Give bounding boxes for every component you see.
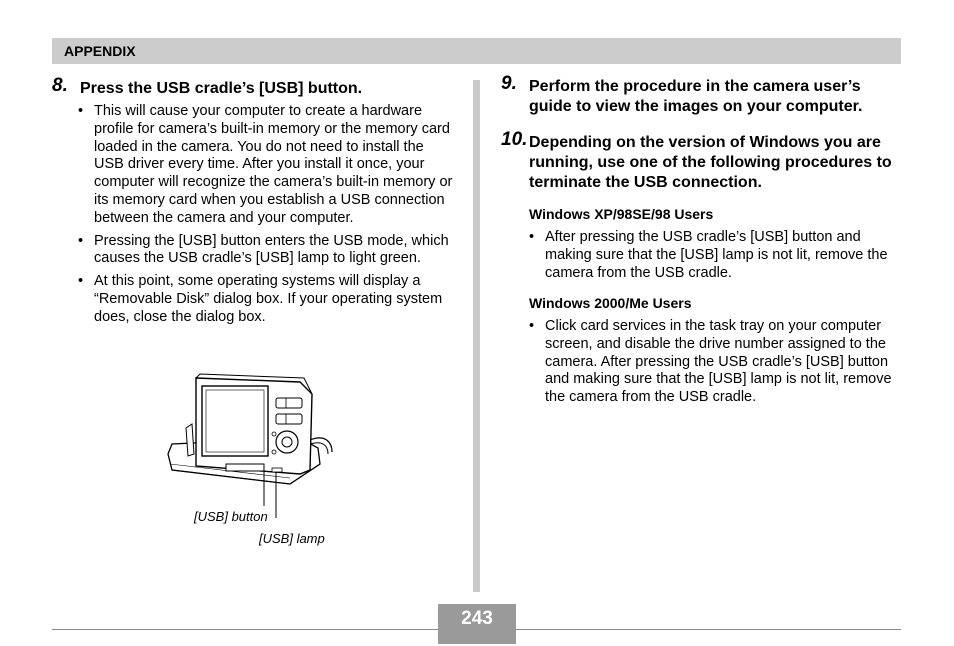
- step-number: 9.: [501, 73, 517, 94]
- section-heading: Windows 2000/Me Users: [529, 295, 692, 311]
- step-title: Perform the procedure in the camera user’s guide to view the images on your computer.: [529, 78, 863, 115]
- section-header-bar: [52, 38, 901, 64]
- camera-cradle-drawing: [160, 368, 340, 518]
- bullet-item: • Pressing the [USB] button enters the USB mode, which causes the USB cradle’s [USB] lamp to light green.: [74, 233, 454, 269]
- step-title: Press the USB cradle’s [USB] button.: [80, 80, 363, 97]
- section-bullet-list: [525, 318, 905, 412]
- step-8-bullet-list: [74, 103, 454, 332]
- page-number-box: [438, 604, 516, 644]
- usb-lamp-caption: [USB] lamp: [259, 531, 325, 546]
- bullet-item: • After pressing the USB cradle’s [USB] button and making sure that the [USB] lamp is not lit, remove the camera from the USB cradle.: [525, 229, 900, 282]
- page-number: 243: [461, 608, 493, 629]
- column-divider: [473, 80, 480, 592]
- step-number: 8.: [52, 75, 68, 96]
- section-heading: Windows XP/98SE/98 Users: [529, 206, 714, 222]
- section-bullet-list: [525, 229, 900, 287]
- step-number: 10.: [501, 129, 528, 150]
- camera-cradle-illustration: [160, 368, 340, 523]
- step-title: Depending on the version of Windows you are running, use one of the following procedures to terminate the USB connection.: [529, 134, 892, 191]
- bullet-item: • At this point, some operating systems will display a “Removable Disk” dialog box. If your operating system does, close the dialog box.: [74, 273, 454, 326]
- bullet-item: • Click card services in the task tray on your computer screen, and disable the drive number assigned to the camera. After pressing the USB cradle’s [USB] button and making sure that the [USB] lamp is not lit, remove the camera from the USB cradle.: [525, 318, 905, 407]
- usb-button-caption: [USB] button: [194, 509, 268, 524]
- section-title: APPENDIX: [64, 43, 136, 59]
- bullet-item: • This will cause your computer to create a hardware profile for camera’s built-in memory or the memory card loaded in the camera. You do not need to install the USB driver every time. After you install it once, your computer will recognize the camera’s built-in memory or its memory card when you establish a USB connection between the camera and your computer.: [74, 103, 454, 228]
